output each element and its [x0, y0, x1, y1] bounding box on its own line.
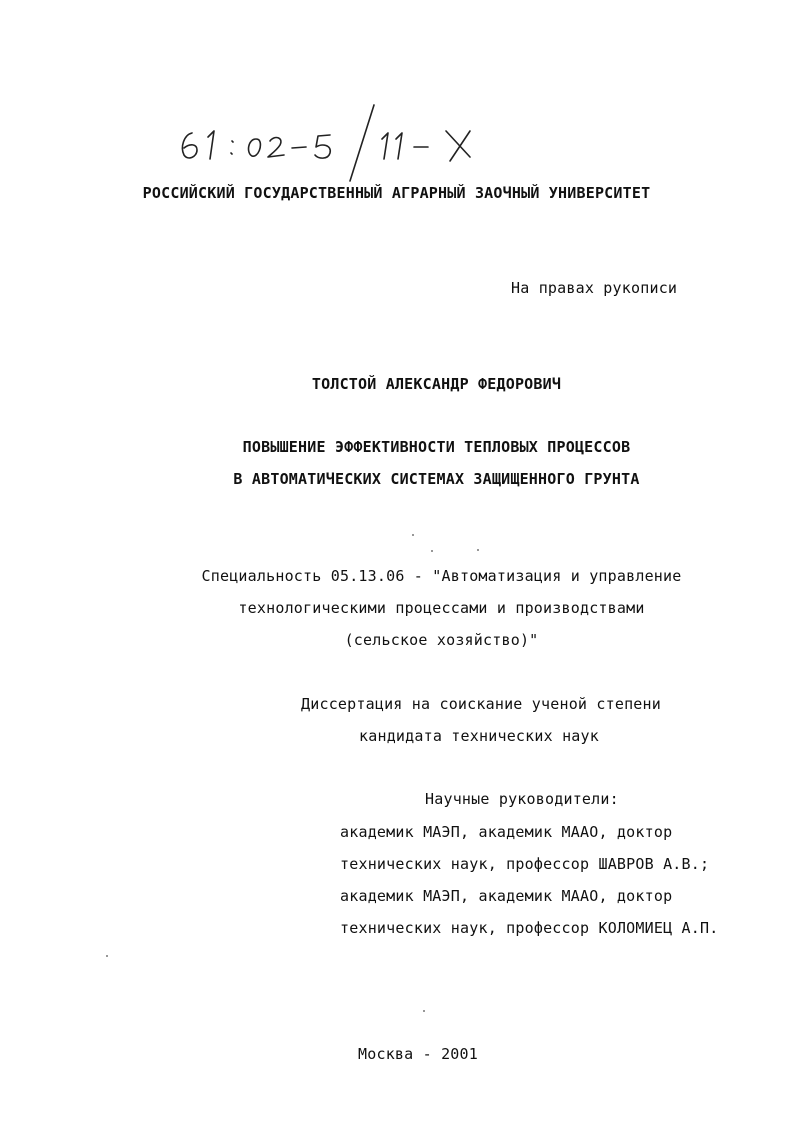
supervisors-line-2: технических наук, профессор ШАВРОВ А.В.; — [340, 855, 710, 873]
scan-speck — [477, 549, 479, 551]
manuscript-rights-note: На правах рукописи — [511, 279, 678, 297]
dissertation-line-2: кандидата технических наук — [359, 727, 599, 745]
author-name: ТОЛСТОЙ АЛЕКСАНДР ФЕДОРОВИЧ — [311, 375, 562, 393]
specialty-line-2: технологическими процессами и производствами — [238, 599, 645, 617]
supervisors-line-3: академик МАЭП, академик МААО, доктор — [340, 887, 673, 905]
handwritten-number-drawing — [170, 95, 510, 190]
university-name: РОССИЙСКИЙ ГОСУДАРСТВЕННЫЙ АГРАРНЫЙ ЗАОЧНЫЙ УНИВЕРСИТЕТ — [142, 184, 651, 202]
scan-speck — [423, 1010, 425, 1012]
scan-speck — [431, 550, 433, 552]
dissertation-line-1: Диссертация на соискание ученой степени — [301, 695, 661, 713]
scan-speck — [106, 955, 108, 957]
handwritten-archive-number — [170, 95, 510, 190]
city-year: Москва - 2001 — [358, 1045, 478, 1063]
title-line-1: ПОВЫШЕНИЕ ЭФФЕКТИВНОСТИ ТЕПЛОВЫХ ПРОЦЕССОВ — [242, 438, 631, 456]
supervisors-heading: Научные руководители: — [425, 790, 619, 808]
title-line-2: В АВТОМАТИЧЕСКИХ СИСТЕМАХ ЗАЩИЩЕННОГО ГРУНТА — [233, 470, 640, 488]
supervisors-line-1: академик МАЭП, академик МААО, доктор — [340, 823, 673, 841]
supervisors-line-4: технических наук, профессор КОЛОМИЕЦ А.П. — [340, 919, 719, 937]
scan-speck — [412, 534, 414, 536]
specialty-line-3: (сельское хозяйство)" — [344, 631, 539, 649]
specialty-line-1: Специальность 05.13.06 - "Автоматизация и управление — [201, 567, 682, 585]
